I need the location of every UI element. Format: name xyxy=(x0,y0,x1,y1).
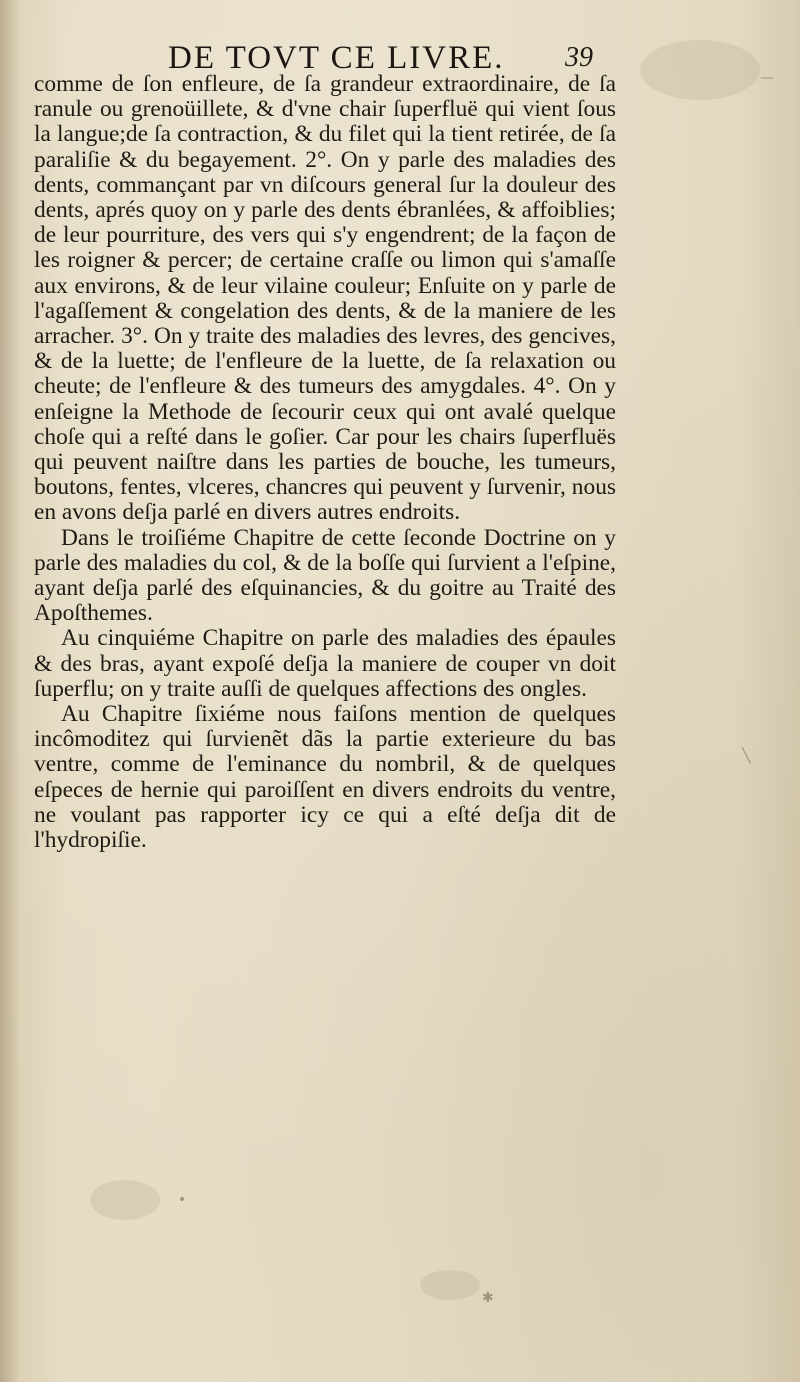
page-number: 39 xyxy=(565,42,593,73)
margin-mark: • xyxy=(178,1192,187,1208)
paper-stain xyxy=(420,1270,480,1300)
margin-mark: — xyxy=(760,70,774,86)
margin-mark: ✱ xyxy=(482,1290,494,1306)
paragraph: Au Chapitre ſixiéme nous faiſons mention de quelques incômoditez qui ſurvienẽt dãs la partie exterieure du bas ventre, comme de l'eminance du nombril, & de quelques eſpeces de hernie qui paroiſſent en divers endroits du ventre, ne voulant pas rapporter icy ce qui a eſté deſja dit de l'hydropiſie. xyxy=(34,701,616,854)
running-head-title: DE TOVT CE LIVRE. xyxy=(168,40,505,76)
gutter-shadow xyxy=(0,0,20,1382)
body-text xyxy=(34,72,616,853)
paragraph: comme de ſon enfleure, de ſa grandeur extraordinaire, de ſa ranule ou grenoüillete, & d'vne chair ſuperfluë qui vient ſous la langue;de ſa contraction, & du filet qui la tient retirée, de ſa paraliſie & du begayement. 2°. On y parle des maladies des dents, commançant par vn diſcours general ſur la douleur des dents, aprés quoy on y parle des dents ébranlées, & affoiblies; de leur pourriture, des vers qui s'y engendrent; de la façon de les roigner & percer; de certaine craſſe ou limon qui s'amaſſe aux environs, & de leur vilaine couleur; Enſuite on y parle de l'agaſſement & congelation des dents, & de la maniere de les arracher. 3°. On y traite des maladies des levres, des gencives, & de la luette; de l'enfleure de la luette, de ſa relaxation ou cheute; de l'enfleure & des tumeurs des amygdales. 4°. On y enſeigne la Methode de ſecourir ceux qui ont avalé quelque choſe qui a reſté dans le goſier. Car pour les chairs ſuperfluës qui peuvent naiſtre dans les parties de bouche, les tumeurs, boutons, fentes, vlceres, chancres qui peuvent y ſurvenir, nous en avons deſja parlé en divers autres endroits. xyxy=(34,71,616,526)
paragraph: Au cinquiéme Chapitre on parle des maladies des épaules & des bras, ayant expoſé deſja la maniere de couper vn doit ſuperflu; on y traite auſſi de quelques affections des ongles. xyxy=(34,625,616,702)
margin-mark: ╲ xyxy=(742,748,751,764)
paper-stain xyxy=(90,1180,160,1220)
paragraph: Dans le troiſiéme Chapitre de cette ſeconde Doctrine on y parle des maladies du col, & de la boſſe qui ſurvient a l'eſpine, ayant deſja parlé des eſquinancies, & du goitre au Traité des Apoſthemes. xyxy=(34,524,616,627)
